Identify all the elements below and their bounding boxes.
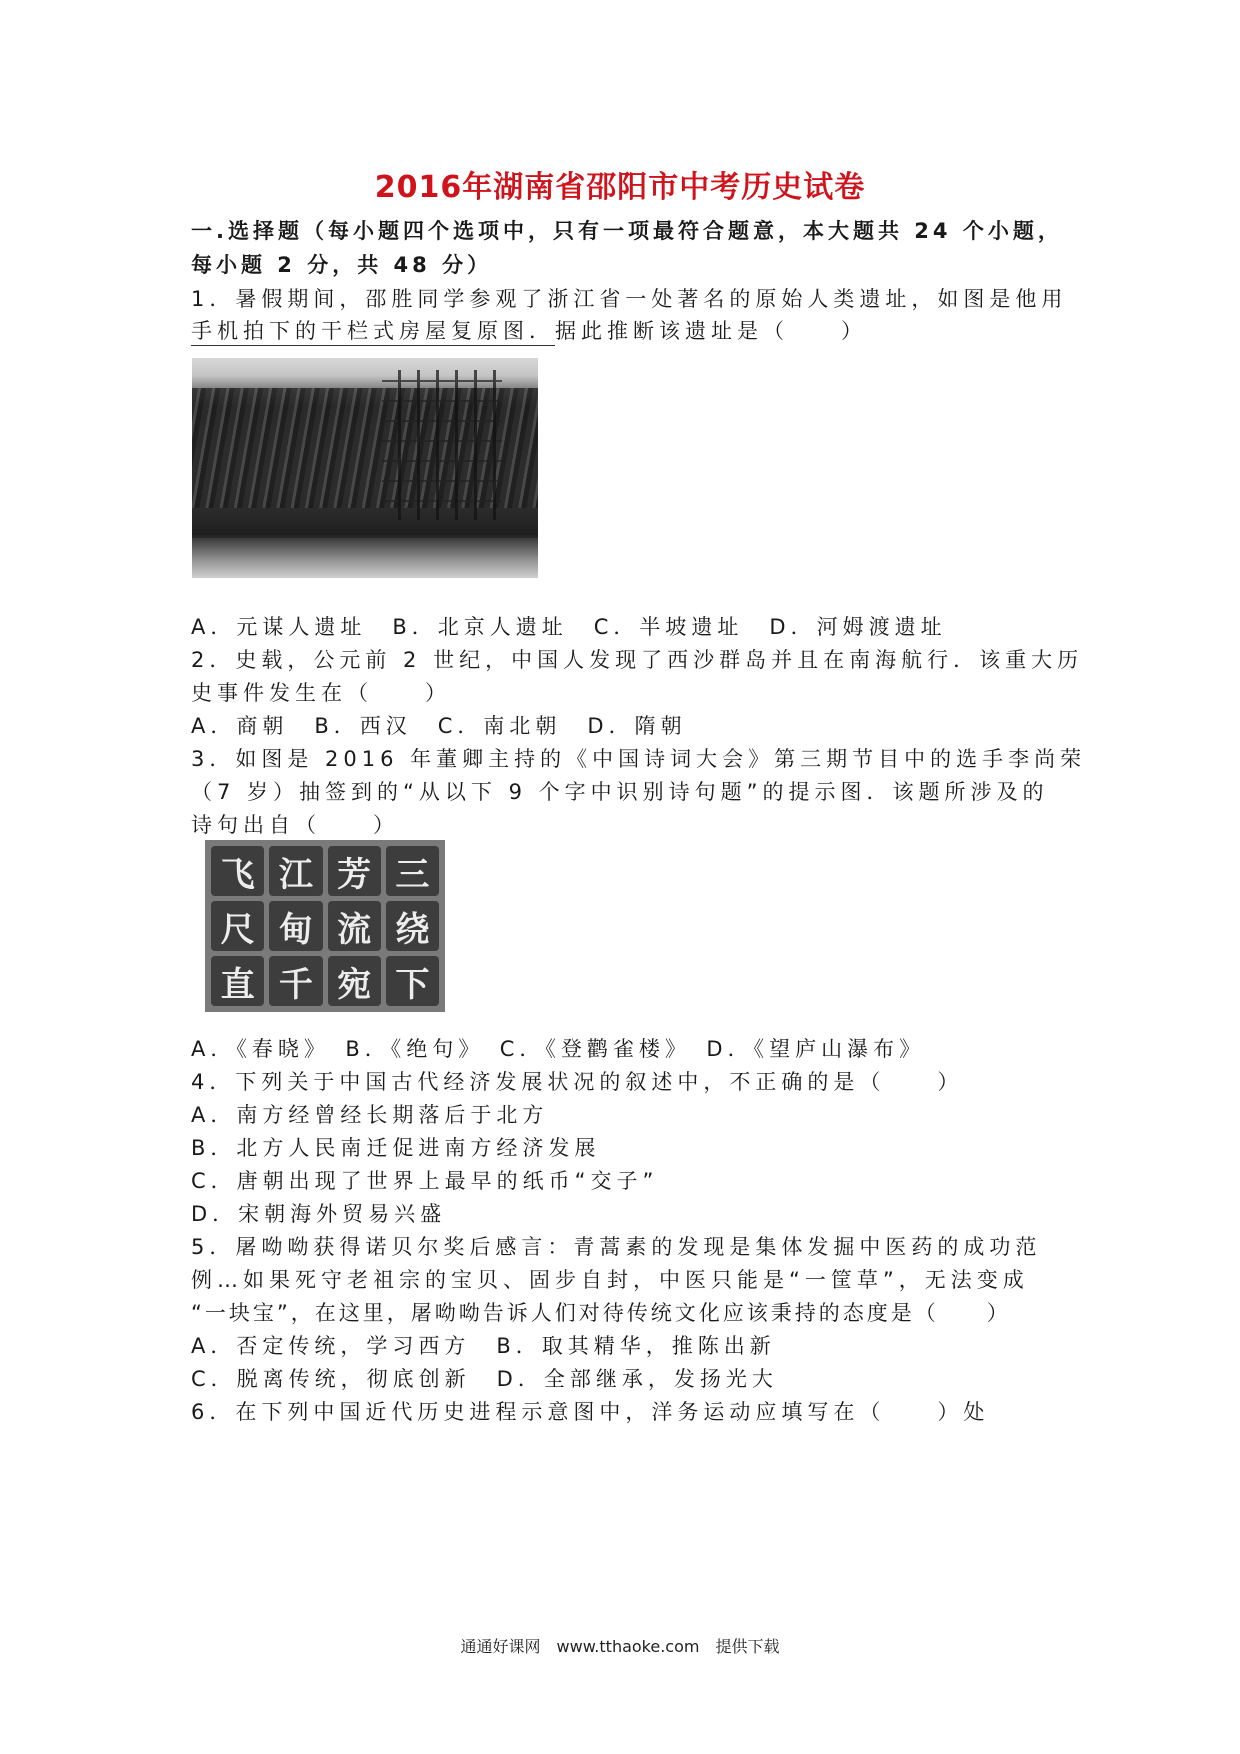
q1-underlined-phrase: 手机拍下的干栏式房屋复原图． [191, 319, 555, 346]
q2-options: A．商朝 B．西汉 C．南北朝 D．隋朝 [191, 714, 687, 738]
page-footer: 通通好课网 www.tthaoke.com 提供下载 [460, 1637, 780, 1656]
q4-option-b: B．北方人民南迁促进南方经济发展 [191, 1136, 601, 1160]
grid-cell: 尺 [211, 901, 264, 951]
q5-text-line-1: 5．屠呦呦获得诺贝尔奖后感言：青蒿素的发现是集体发掘中医药的成功范 [191, 1235, 1042, 1259]
section-heading-line-2: 每小题 2 分，共 48 分） [191, 253, 493, 277]
q2-text-line-2: 史事件发生在（ ） [191, 681, 451, 705]
grid-cell: 绕 [386, 901, 439, 951]
grid-cell: 宛 [328, 956, 381, 1006]
grid-cell: 芳 [328, 846, 381, 896]
q5-options-line-1: A．否定传统，学习西方 B．取其精华，推陈出新 [191, 1334, 776, 1358]
q3-text-line-1: 3．如图是 2016 年董卿主持的《中国诗词大会》第三期节目中的选手李尚荣 [191, 747, 1087, 771]
q1-options: A．元谋人遗址 B．北京人遗址 C．半坡遗址 D．河姆渡遗址 [191, 615, 947, 639]
grid-cell: 直 [211, 956, 264, 1006]
q5-text-line-2: 例…如果死守老祖宗的宝贝、固步自封，中医只能是“一筐草”，无法变成 [191, 1268, 1029, 1292]
grid-cell: 飞 [211, 846, 264, 896]
grid-cell: 江 [269, 846, 322, 896]
q1-question-stem: 据此推断该遗址是（ ） [555, 319, 867, 343]
q3-text-line-2: （7 岁）抽签到的“从以下 9 个字中识别诗句题”的提示图．该题所涉及的 [191, 780, 1049, 804]
q1-text-line-2 [191, 316, 867, 346]
grid-cell: 甸 [269, 901, 322, 951]
grid-cell: 流 [328, 901, 381, 951]
q4-option-d: D．宋朝海外贸易兴盛 [191, 1202, 447, 1226]
q2-text-line-1: 2．史载，公元前 2 世纪，中国人发现了西沙群岛并且在南海航行．该重大历 [191, 648, 1084, 672]
section-heading-line-1: 一.选择题（每小题四个选项中，只有一项最符合题意，本大题共 24 个小题， [191, 219, 1063, 243]
q1-text-line-1: 1．暑假期间，邵胜同学参观了浙江省一处著名的原始人类遗址，如图是他用 [191, 287, 1068, 311]
q4-text-line-1: 4．下列关于中国古代经济发展状况的叙述中，不正确的是（ ） [191, 1070, 964, 1094]
q4-option-c: C．唐朝出现了世界上最早的纸币“交子” [191, 1169, 659, 1193]
q5-text-line-3: “一块宝”，在这里，屠呦呦告诉人们对待传统文化应该秉持的态度是（ ） [191, 1301, 1011, 1325]
wooden-frame [382, 370, 502, 520]
grid-cell: 千 [269, 956, 322, 1006]
grid-cell: 三 [386, 846, 439, 896]
q3-text-line-3: 诗句出自（ ） [191, 813, 399, 837]
q4-option-a: A．南方经曾经长期落后于北方 [191, 1103, 549, 1127]
grid-cell: 下 [386, 956, 439, 1006]
page-title: 2016年湖南省邵阳市中考历史试卷 [374, 170, 866, 205]
stilt-house-photo [192, 358, 538, 578]
poem-character-grid [205, 840, 445, 1012]
q6-text-line-1: 6．在下列中国近代历史进程示意图中，洋务运动应填写在（ ）处 [191, 1400, 990, 1424]
ground [192, 538, 538, 578]
q5-options-line-2: C．脱离传统，彻底创新 D．全部继承，发扬光大 [191, 1367, 778, 1391]
q3-options: A．《春晓》 B．《绝句》 C．《登鹳雀楼》 D．《望庐山瀑布》 [191, 1037, 926, 1061]
